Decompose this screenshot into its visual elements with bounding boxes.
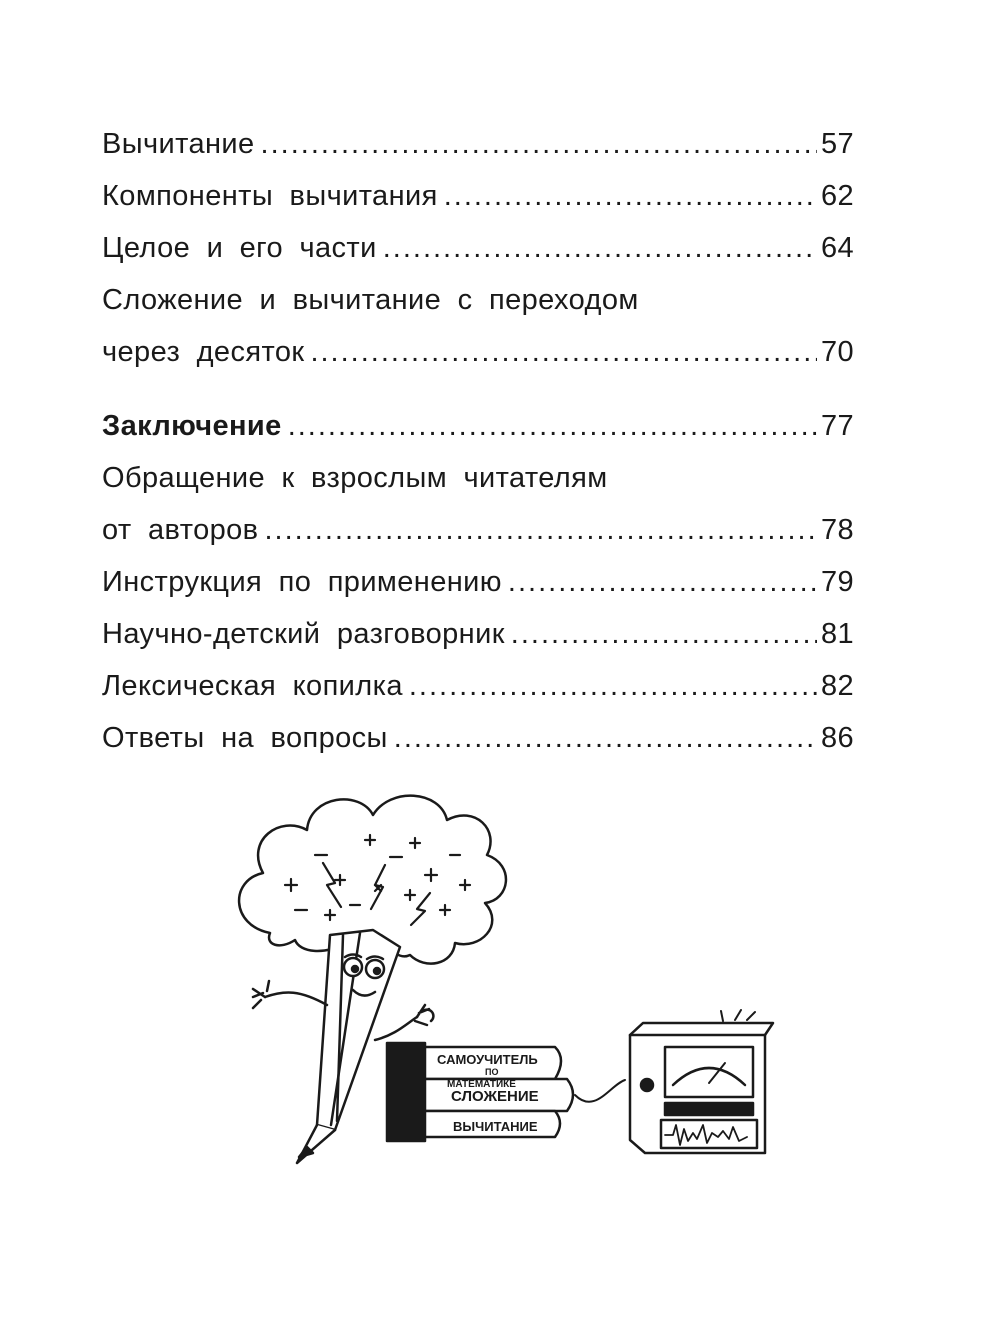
toc-entry-page: 81 (820, 618, 854, 650)
toc-leader-dots (310, 326, 817, 378)
toc-entry-title: от авторов (102, 514, 259, 546)
toc-leader-dots (409, 660, 817, 712)
toc-entry-page: 78 (820, 514, 854, 546)
toc-leader-dots (511, 608, 817, 660)
book-title-line1: САМОУЧИТЕЛЬ (437, 1052, 538, 1067)
toc-entry[interactable] (102, 660, 854, 712)
toc-leader-dots (264, 504, 816, 556)
table-of-contents (102, 118, 854, 764)
toc-entry-title: Лексическая копилка (102, 670, 403, 702)
book-title-line3: МАТЕМАТИКЕ (447, 1079, 516, 1090)
toc-entry[interactable] (102, 170, 854, 222)
toc-entry[interactable] (102, 608, 854, 660)
toc-leader-dots (261, 118, 817, 170)
toc-entry-page: 77 (820, 410, 854, 442)
toc-entry-page: 86 (820, 722, 854, 754)
toc-entry-page: 82 (820, 670, 854, 702)
book-bottom-title: ВЫЧИТАНИЕ (453, 1119, 538, 1134)
toc-entry-title: Заключение (102, 410, 282, 442)
toc-entry-page: 57 (820, 128, 854, 160)
toc-leader-dots (444, 170, 817, 222)
toc-entry[interactable] (102, 222, 854, 274)
pencil-brain-illustration (225, 785, 785, 1175)
toc-leader-dots (508, 556, 817, 608)
toc-entry-title: Ответы на вопросы (102, 722, 388, 754)
toc-entry-page: 62 (820, 180, 854, 212)
toc-entry-title: Научно-детский разговорник (102, 618, 505, 650)
toc-entry[interactable] (102, 712, 854, 764)
toc-entry-page: 70 (820, 336, 854, 368)
books-stack-icon (387, 1043, 625, 1141)
toc-entry-title: Инструкция по применению (102, 566, 502, 598)
toc-entry-title: Компоненты вычитания (102, 180, 438, 212)
toc-entry-title-line1: Сложение и вычитание с переходом (102, 284, 639, 316)
voltmeter-device-icon (630, 1010, 773, 1153)
book-middle-title: СЛОЖЕНИЕ (451, 1088, 539, 1105)
toc-entry-title-line1: Обращение к взрослым читателям (102, 462, 608, 494)
toc-entry[interactable] (102, 556, 854, 608)
toc-leader-dots (383, 222, 817, 274)
toc-entry-title: через десяток (102, 336, 305, 368)
toc-leader-dots (288, 400, 817, 452)
toc-entry-conclusion[interactable] (102, 400, 854, 452)
toc-entry-title: Вычитание (102, 128, 255, 160)
book-title-line2: ПО (485, 1067, 499, 1077)
toc-entry-page: 79 (820, 566, 854, 598)
toc-entry-page: 64 (820, 232, 854, 264)
toc-entry-title: Целое и его части (102, 232, 377, 264)
toc-entry[interactable] (102, 274, 854, 378)
toc-entry[interactable] (102, 452, 854, 556)
toc-entry[interactable] (102, 118, 854, 170)
toc-leader-dots (394, 712, 817, 764)
